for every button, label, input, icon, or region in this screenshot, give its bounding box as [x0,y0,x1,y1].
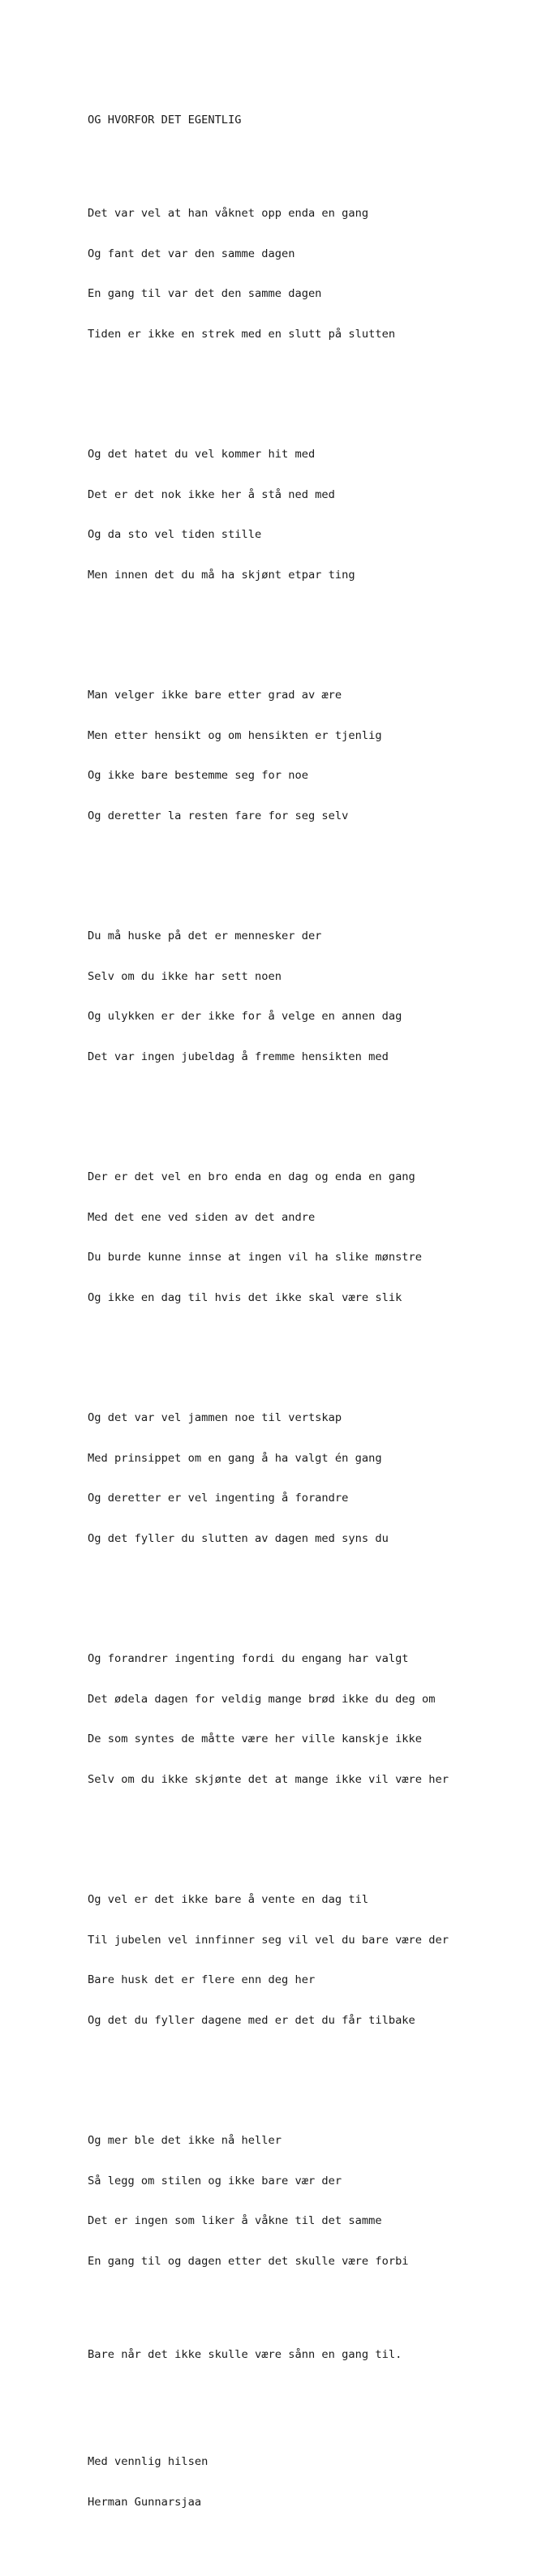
stanza-2 [88,421,449,608]
poem-line: Til jubelen vel innfinner seg vil vel du bare være der [88,1933,449,1947]
poem-line: Og ikke en dag til hvis det ikke skal være slik [88,1290,402,1304]
stanza-5 [88,1144,449,1331]
poem-line: Det er det nok ikke her å stå ned med [88,487,335,501]
poem-line: Selv om du ikke har sett noen [88,969,282,983]
poem-line: Og det du fyller dagene med er det du får tilbake [88,2013,415,2027]
poem-line: Og det var vel jammen noe til vertskap [88,1411,342,1424]
poem-line: En gang til og dagen etter det skulle være forbi [88,2254,409,2268]
poem-line: Selv om du ikke skjønte det at mange ikke vil være her [88,1772,449,1786]
poem-line: En gang til var det den samme dagen [88,287,322,300]
poem-line: Med det ene ved siden av det andre [88,1210,316,1224]
poem-line: Og ulykken er der ikke for å velge en annen dag [88,1010,402,1023]
poem-line: Og det hatet du vel kommer hit med [88,448,316,461]
poem-line: Og det fyller du slutten av dagen med syns du [88,1531,389,1545]
poem [88,73,449,2576]
poem-line: Og vel er det ikke bare å vente en dag til [88,1893,369,1906]
poem-line: Men innen det du må ha skjønt etpar ting [88,568,355,582]
poem-closing-line: Bare når det ikke skulle være sånn en gang til. [88,2348,402,2361]
stanza-6 [88,1385,449,1572]
poem-line: Tiden er ikke en strek med en slutt på slutten [88,327,396,341]
stanza-4 [88,903,449,1090]
poem-line: Det var ingen jubeldag å fremme hensikten med [88,1050,389,1063]
poem-line: Der er det vel en bro enda en dag og enda en gang [88,1170,415,1183]
poem-line: Og mer ble det ikke nå heller [88,2134,282,2147]
poem-line: De som syntes de måtte være her ville kanskje ikke [88,1732,423,1745]
signature-name: Herman Gunnarsjaa [88,2495,202,2509]
poem-line: Og forandrer ingenting fordi du engang har valgt [88,1652,409,1665]
poem-line: Så legg om stilen og ikke bare vær der [88,2174,342,2187]
poem-line: Det er ingen som liker å våkne til det samme [88,2214,382,2227]
poem-line: Og ikke bare bestemme seg for noe [88,769,308,782]
poem-line: Med prinsippet om en gang å ha valgt én gang [88,1451,382,1465]
signature-block [88,2428,449,2535]
poem-line: Du burde kunne innse at ingen vil ha slike mønstre [88,1251,423,1264]
poem-line: Og fant det var den samme dagen [88,247,295,260]
poem-line: Og da sto vel tiden stille [88,528,262,541]
poem-line: Men etter hensikt og om hensikten er tjenlig [88,728,382,742]
poem-line: Og deretter er vel ingenting å forandre [88,1492,349,1505]
stanza-8 [88,1866,449,2054]
stanza-1 [88,180,449,367]
poem-line: Og deretter la resten fare for seg selv [88,809,349,822]
poem-line: Det var vel at han våknet opp enda en gang [88,207,369,220]
poem-line: Bare husk det er flere enn deg her [88,1973,316,1986]
stanza-9 [88,2107,449,2295]
stanza-7 [88,1625,449,1813]
poem-line: Man velger ikke bare etter grad av ære [88,689,342,702]
poem-line: Det ødela dagen for veldig mange brød ikke du deg om [88,1692,436,1706]
poem-line: Du må huske på det er mennesker der [88,930,322,942]
signature-greeting: Med vennlig hilsen [88,2455,209,2468]
poem-title: OG HVORFOR DET EGENTLIG [88,113,242,127]
stanza-3 [88,662,449,849]
